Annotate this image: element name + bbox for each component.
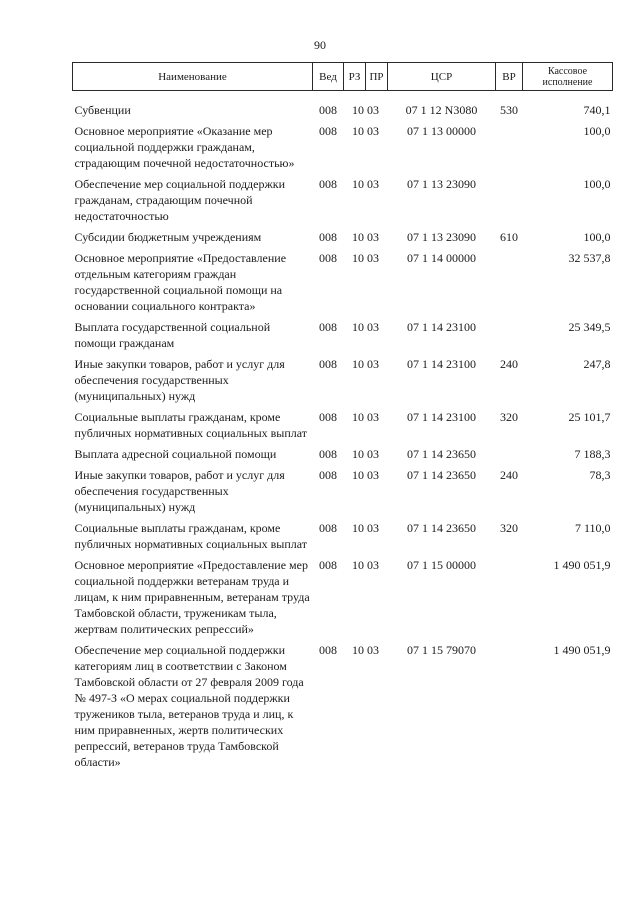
- row-rz-pr: 10 03: [352, 320, 379, 334]
- header-vr: ВР: [496, 63, 523, 91]
- row-ved: 008: [319, 558, 337, 572]
- row-sum: 32 537,8: [568, 251, 611, 265]
- table-header-row: [73, 63, 613, 91]
- row-vr: [496, 642, 523, 775]
- row-ved: 008: [319, 124, 337, 138]
- row-ved: 008: [319, 468, 337, 482]
- row-sum: 100,0: [583, 124, 611, 138]
- row-rz-pr: 10 03: [352, 103, 379, 117]
- row-vr: 320: [500, 521, 518, 535]
- row-ved: 008: [319, 643, 337, 657]
- page-number: 90: [314, 38, 326, 52]
- table-row: [73, 409, 613, 446]
- row-name: Иные закупки товаров, работ и услуг для обеспечения государственных (муниципальных) нужд: [74, 357, 285, 403]
- row-name: Основное мероприятие «Предоставление мер социальной поддержки ветеранам труда и лицам, к ним приравненным, ветеранам труда Тамбовской области, труженикам тыла, жертвам политических репрессий»: [74, 558, 310, 636]
- row-ved: 008: [319, 521, 337, 535]
- row-sum: 78,3: [589, 468, 611, 482]
- row-name: Социальные выплаты гражданам, кроме публичных нормативных социальных выплат: [74, 410, 308, 440]
- row-vr: 240: [500, 357, 518, 371]
- header-ved: Вед: [313, 63, 344, 91]
- row-rz-pr: 10 03: [352, 468, 379, 482]
- row-vr: 530: [500, 103, 518, 117]
- table-row: [73, 319, 613, 356]
- header-pr: ПР: [366, 63, 388, 91]
- table-row: [73, 250, 613, 319]
- row-rz-pr: 10 03: [352, 124, 379, 138]
- row-vr: 610: [500, 230, 518, 244]
- row-csr: 07 1 14 23100: [407, 320, 476, 334]
- row-csr: 07 1 14 00000: [407, 251, 476, 265]
- row-rz-pr: 10 03: [352, 447, 379, 461]
- row-vr: [496, 557, 523, 642]
- row-csr: 07 1 14 23650: [407, 447, 476, 461]
- row-sum: 1 490 051,9: [553, 558, 611, 572]
- row-csr: 07 1 14 23650: [407, 468, 476, 482]
- row-sum: 100,0: [583, 177, 611, 191]
- row-sum: 100,0: [583, 230, 611, 244]
- header-rz: РЗ: [344, 63, 366, 91]
- row-vr: 320: [500, 410, 518, 424]
- row-ved: 008: [319, 251, 337, 265]
- row-vr: [496, 176, 523, 229]
- row-csr: 07 1 12 N3080: [405, 103, 478, 117]
- header-sum: Кассовое исполнение: [523, 63, 613, 91]
- table-row: [73, 557, 613, 642]
- row-sum: 25 349,5: [568, 320, 611, 334]
- header-name: Наименование: [73, 63, 313, 91]
- table-row: [73, 123, 613, 176]
- row-ved: 008: [319, 177, 337, 191]
- row-csr: 07 1 15 79070: [407, 643, 476, 657]
- row-ved: 008: [319, 447, 337, 461]
- row-ved: 008: [319, 410, 337, 424]
- row-rz-pr: 10 03: [352, 643, 379, 657]
- table-row: [73, 642, 613, 775]
- row-rz-pr: 10 03: [352, 177, 379, 191]
- row-ved: 008: [319, 230, 337, 244]
- row-csr: 07 1 13 23090: [407, 177, 476, 191]
- row-rz-pr: 10 03: [352, 558, 379, 572]
- row-rz-pr: 10 03: [352, 521, 379, 535]
- header-csr: ЦСР: [388, 63, 496, 91]
- row-sum: 25 101,7: [568, 410, 611, 424]
- row-sum: 740,1: [583, 103, 611, 117]
- row-name: Основное мероприятие «Предоставление отдельным категориям граждан государственной социальной помощи на основании социального контракта»: [74, 251, 287, 313]
- row-vr: [496, 123, 523, 176]
- row-rz-pr: 10 03: [352, 230, 379, 244]
- row-name: Выплата адресной социальной помощи: [74, 447, 277, 461]
- row-rz-pr: 10 03: [352, 357, 379, 371]
- row-sum: 7 110,0: [574, 521, 611, 535]
- row-vr: [496, 319, 523, 356]
- table-row: [73, 446, 613, 467]
- row-name: Субвенции: [74, 103, 131, 117]
- row-rz-pr: 10 03: [352, 251, 379, 265]
- row-ved: 008: [319, 320, 337, 334]
- table-row: [73, 229, 613, 250]
- row-name: Социальные выплаты гражданам, кроме публичных нормативных социальных выплат: [74, 521, 308, 551]
- row-name: Субсидии бюджетным учреждениям: [74, 230, 262, 244]
- table-row: [73, 176, 613, 229]
- row-sum: 1 490 051,9: [553, 643, 611, 657]
- table-row: [73, 356, 613, 409]
- row-ved: 008: [319, 103, 337, 117]
- row-name: Иные закупки товаров, работ и услуг для обеспечения государственных (муниципальных) нужд: [74, 468, 285, 514]
- row-csr: 07 1 13 23090: [407, 230, 476, 244]
- row-csr: 07 1 15 00000: [407, 558, 476, 572]
- row-sum: 7 188,3: [574, 447, 611, 461]
- row-vr: [496, 250, 523, 319]
- row-name: Обеспечение мер социальной поддержки категориям лиц в соответствии с Законом Тамбовской области от 27 февраля 2009 года № 497-З «О мерах социальной поддержки тружеников тыла, ветеранов труда и лиц, к ним приравненных, жертв политических репрессий, ветеранов труда Тамбовской области»: [74, 643, 304, 769]
- table-row: [73, 91, 613, 124]
- row-csr: 07 1 13 00000: [407, 124, 476, 138]
- row-name: Основное мероприятие «Оказание мер социальной поддержки гражданам, страдающим почечной недостаточностью»: [74, 124, 295, 170]
- row-vr: 240: [500, 468, 518, 482]
- row-csr: 07 1 14 23100: [407, 357, 476, 371]
- row-rz-pr: 10 03: [352, 410, 379, 424]
- row-vr: [496, 446, 523, 467]
- row-csr: 07 1 14 23650: [407, 521, 476, 535]
- row-name: Обеспечение мер социальной поддержки гражданам, страдающим почечной недостаточностью: [74, 177, 286, 223]
- row-ved: 008: [319, 357, 337, 371]
- budget-table: [72, 62, 613, 775]
- table-row: [73, 520, 613, 557]
- row-name: Выплата государственной социальной помощи гражданам: [74, 320, 271, 350]
- row-sum: 247,8: [583, 357, 611, 371]
- table-row: [73, 467, 613, 520]
- row-csr: 07 1 14 23100: [407, 410, 476, 424]
